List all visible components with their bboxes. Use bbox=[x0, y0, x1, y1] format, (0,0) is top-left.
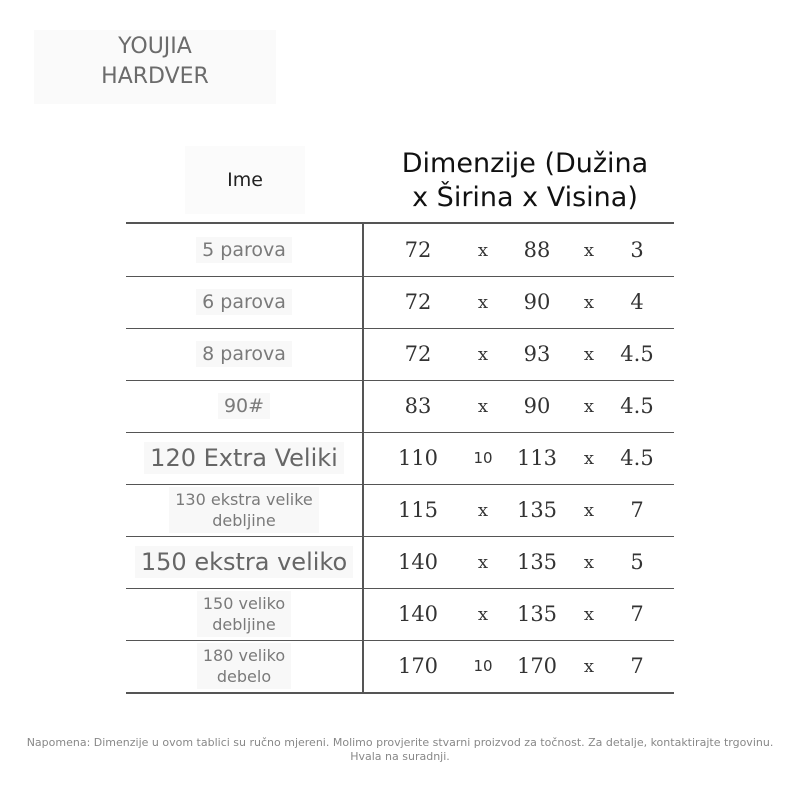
product-name-line: debljine bbox=[212, 511, 276, 530]
product-name bbox=[197, 591, 291, 637]
width-value: 90 bbox=[523, 290, 551, 314]
table-row bbox=[126, 328, 674, 381]
table-row bbox=[126, 536, 674, 589]
product-name-cell bbox=[126, 380, 362, 432]
column-divider bbox=[362, 432, 364, 484]
separator: x bbox=[583, 395, 595, 417]
product-name-line: 6 parova bbox=[202, 291, 286, 313]
length-value: 83 bbox=[404, 394, 432, 418]
product-name-cell bbox=[126, 224, 362, 276]
height-value: 3 bbox=[630, 238, 644, 262]
brand-logo bbox=[34, 30, 276, 104]
table-row bbox=[126, 432, 674, 485]
separator: 10 bbox=[473, 657, 493, 675]
width-value: 135 bbox=[516, 602, 558, 626]
separator: x bbox=[583, 655, 595, 677]
column-divider bbox=[362, 380, 364, 432]
product-name-cell bbox=[126, 328, 362, 380]
table-row bbox=[126, 484, 674, 537]
separator: x bbox=[477, 343, 489, 365]
product-name bbox=[135, 546, 353, 578]
column-header-dimensions bbox=[375, 146, 675, 216]
footnote-line-1: Napomena: Dimenzije u ovom tablici su ručno mjereni. Molimo provjerite stvarni proizvod za točnost. Za detalje, kontaktirajte trgovinu. bbox=[26, 736, 774, 749]
width-value: 135 bbox=[516, 550, 558, 574]
height-value: 4.5 bbox=[620, 342, 654, 366]
height-value: 4.5 bbox=[620, 394, 654, 418]
product-name bbox=[218, 393, 270, 419]
brand-line-2: HARDVER bbox=[101, 64, 209, 89]
separator: x bbox=[477, 499, 489, 521]
product-name bbox=[196, 237, 292, 263]
product-name bbox=[169, 487, 319, 533]
product-name-line: 130 ekstra velike bbox=[175, 490, 313, 509]
product-name-cell bbox=[126, 484, 362, 536]
table-row bbox=[126, 380, 674, 433]
product-name-cell bbox=[126, 588, 362, 640]
table-row bbox=[126, 224, 674, 277]
product-name-line: 90# bbox=[223, 395, 265, 417]
separator: x bbox=[583, 603, 595, 625]
separator: x bbox=[583, 291, 595, 313]
product-name-line: debelo bbox=[216, 667, 272, 686]
length-value: 140 bbox=[397, 602, 439, 626]
separator: 10 bbox=[473, 449, 493, 467]
column-divider bbox=[362, 536, 364, 588]
separator: x bbox=[477, 551, 489, 573]
product-name-cell bbox=[126, 432, 362, 484]
height-value: 7 bbox=[630, 498, 644, 522]
product-name bbox=[144, 442, 344, 474]
height-value: 5 bbox=[630, 550, 644, 574]
brand-line-1: YOUJIA bbox=[118, 34, 192, 59]
product-name bbox=[197, 643, 291, 689]
dimensions-header-line-2: x Širina x Visina) bbox=[412, 182, 638, 213]
product-name-line: 5 parova bbox=[202, 239, 286, 261]
product-name-line: 150 veliko bbox=[202, 594, 286, 613]
separator: x bbox=[477, 239, 489, 261]
width-value: 113 bbox=[516, 446, 558, 470]
height-value: 7 bbox=[630, 602, 644, 626]
dimensions-table bbox=[126, 222, 674, 694]
table-row bbox=[126, 276, 674, 329]
table-row bbox=[126, 640, 674, 692]
separator: x bbox=[583, 551, 595, 573]
length-value: 170 bbox=[397, 654, 439, 678]
width-value: 93 bbox=[523, 342, 551, 366]
product-name-cell bbox=[126, 276, 362, 328]
separator: x bbox=[477, 603, 489, 625]
table-row bbox=[126, 588, 674, 641]
product-name-line: 8 parova bbox=[202, 343, 286, 365]
width-value: 135 bbox=[516, 498, 558, 522]
column-divider bbox=[362, 328, 364, 380]
length-value: 72 bbox=[404, 342, 432, 366]
product-name-cell bbox=[126, 640, 362, 692]
height-value: 4 bbox=[630, 290, 644, 314]
column-divider bbox=[362, 588, 364, 640]
product-name-line: debljine bbox=[212, 615, 276, 634]
height-value: 4.5 bbox=[620, 446, 654, 470]
height-value: 7 bbox=[630, 654, 644, 678]
length-value: 140 bbox=[397, 550, 439, 574]
separator: x bbox=[583, 239, 595, 261]
footnote-line-2: Hvala na suradnji. bbox=[350, 750, 450, 763]
product-name-line: 180 veliko bbox=[202, 646, 286, 665]
product-name bbox=[196, 341, 292, 367]
length-value: 72 bbox=[404, 238, 432, 262]
length-value: 72 bbox=[404, 290, 432, 314]
column-divider bbox=[362, 640, 364, 692]
width-value: 170 bbox=[516, 654, 558, 678]
footnote bbox=[20, 736, 780, 764]
length-value: 110 bbox=[397, 446, 439, 470]
width-value: 88 bbox=[523, 238, 551, 262]
length-value: 115 bbox=[397, 498, 439, 522]
product-name-cell bbox=[126, 536, 362, 588]
separator: x bbox=[583, 343, 595, 365]
product-name bbox=[196, 289, 292, 315]
separator: x bbox=[583, 499, 595, 521]
width-value: 90 bbox=[523, 394, 551, 418]
separator: x bbox=[477, 395, 489, 417]
product-name-line: 120 Extra Veliki bbox=[150, 444, 338, 472]
column-divider bbox=[362, 224, 364, 276]
separator: x bbox=[583, 447, 595, 469]
product-name-line: 150 ekstra veliko bbox=[140, 548, 348, 576]
column-header-name: Ime bbox=[185, 146, 305, 214]
column-divider bbox=[362, 276, 364, 328]
column-divider bbox=[362, 484, 364, 536]
dimensions-header-line-1: Dimenzije (Dužina bbox=[401, 148, 649, 179]
separator: x bbox=[477, 291, 489, 313]
